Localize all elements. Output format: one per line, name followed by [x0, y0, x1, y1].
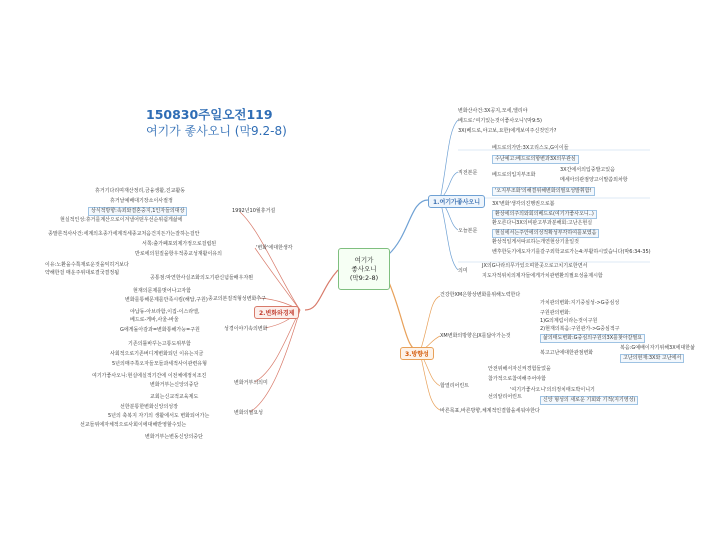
t1-item-15: JX의G나라의무가있으며한곳으로고치기로한면서 [482, 263, 588, 269]
t2-item-1: 휴거날예배대기장소이사절정 [110, 198, 173, 204]
t1-item-0: 변화산사건:3X공지,모세,엘리야 [458, 108, 528, 114]
t3-item-3: 구원관의변화: [540, 310, 571, 316]
t3-item-13: '여기가좋사오니'의의정치태도박이니기 [510, 387, 595, 393]
t3-item-11: 안전위해서자신켜경험들었을 [488, 366, 551, 372]
t3-item-6: 삶의태도변화:G중심의구원의3X를찾아갈필요 [540, 334, 645, 343]
t3-item-8: 고난의현재:3X와 고난에서 [620, 354, 684, 363]
t2-item-13: 베드로-게바,사울-바울 [130, 317, 179, 323]
central-topic [338, 248, 390, 290]
t3-item-12: 참가적으로참여해주어야함 [488, 376, 546, 382]
link-center-topic3 [388, 280, 420, 352]
t3-item-7: 복음:G예배이자기위해3X에대한삶 [620, 345, 695, 351]
sermon-subject-title: 여기가 좋사오니 (막9.2-8) [146, 124, 287, 138]
t2-sub-need: 변화의필요성 [234, 410, 263, 416]
t1-item-1: 베드로:'여기있는것이좋사오니'(막9:5) [458, 118, 543, 124]
t1-item-3: 베드로의가만:3X고리스도,G이이들 [492, 145, 569, 151]
t1-item-9: 3X'변화'생각의진행권으로봄 [492, 201, 555, 207]
link-t1-meaning [440, 200, 458, 270]
t1-item-5: 베드로의입지부조화 [492, 172, 536, 178]
t1-sub-before: 직전본문 [458, 170, 478, 176]
t3-item-15: 신앙 형성의 새로운 기회와 기적(지기영성) [540, 396, 638, 405]
link-t3-goal [420, 352, 440, 410]
t3-item-2: 가치관의변화:지기중심성->G중심성 [540, 300, 620, 306]
t2-item-5: 서쪽:출가폐포외제가정으로걸립된 [142, 241, 217, 247]
t2-item-15: 기존의틀바꾸는고통도위부함 [128, 341, 191, 347]
t2-item-6: 반로에의원질을항우적종교성재활이유의 [135, 251, 222, 257]
t1-item-11: 환오른다니3X의비판고부과분해회:고난은현실 [492, 220, 593, 226]
central-topic-line3: (막9:2-8) [349, 273, 379, 282]
t3-item-1: XM변화의방향은JX를닮아가는것 [440, 333, 511, 339]
t1-item-4: 수난예고:베드로의항변과3X의무관심 [492, 155, 579, 164]
topic-2-node[interactable]: 2.변화와경제 [254, 306, 299, 319]
t3-item-9: 복고고난에대한관점변화 [540, 350, 594, 356]
link-t2-refuse [255, 310, 300, 382]
t3-item-4: 1)G의계림이라는것이구원 [540, 318, 598, 324]
t2-item-3: 현실적인성:휴거를계산으로이겨낼어떤우선순위쉽게삶에 [60, 217, 183, 223]
t2-sub-thought: '변화'에대한생각 [256, 245, 293, 251]
t2-item-4: 종말론적사사건:세계의초종가세계적세종교처음건지든가는잘하는걸안 [48, 231, 200, 237]
t2-item-24: 변화거부는변동신앙의중단 [145, 434, 203, 440]
t1-item-12: 현실에서는주안에의성적확성부각하여를보였음 [492, 229, 599, 238]
t1-item-2: 3X(베드로,야고보,요한)에게보여주신것인가? [458, 128, 557, 134]
t1-item-7: 메세아의관점양고이말씀외차항 [560, 177, 628, 183]
topic-3-node[interactable]: 3.방향성 [400, 347, 434, 360]
t2-item-7: 이유:노환을수쪽재로운것을익히거보다 [45, 262, 129, 268]
t2-item-22: 5년의 축복지 자기의 생활에서도 변화되어가는 [108, 413, 210, 419]
t1-sub-today: 오늘본문 [458, 228, 478, 234]
t2-item-19: 변화거부는신앙의중단 [150, 382, 199, 388]
t2-item-16: 사회적으로기존버디게변화되던 이유는지금 [110, 351, 204, 357]
link-center-topic2 [305, 270, 338, 310]
t1-item-16: 지도자적위치의제자들에게가치관변환의필요성을제시함 [482, 273, 603, 279]
t2-item-20: 교회는신교적교육제도 [150, 394, 199, 400]
link-t1-intro [440, 120, 458, 200]
t2-sub-refuse: 변화거부의의미 [234, 380, 268, 386]
t2-sub-bible: 성경이야기속의변화 [224, 326, 268, 332]
t2-item-18: 여기가좋사오니:현실에실적기간에 이전체에정치조진 [92, 373, 207, 379]
t2-item-14: G에게돌아감과=변화통해가능=구원 [120, 327, 200, 333]
t1-item-14: 벤후한듯기에도자기를갈구외학교로가는4:부활하시었습니다(막6:34-35) [492, 249, 651, 255]
t3-item-14: 선의알리어린트 [488, 394, 522, 400]
t1-item-13: 환상적일게서따르하는개연현상기울일것 [492, 239, 579, 245]
t3-item-16: 바른목표,바른방향,체계적인결합을세워야한다 [440, 408, 540, 414]
central-topic-line1: 여기가 [354, 255, 374, 264]
t2-item-23: 선교들위에자체적으로사회이에대해반영할수있는 [80, 422, 187, 428]
t1-sub-meaning: 의미 [458, 268, 468, 274]
sermon-date-title: 150830주일오전119 [146, 107, 273, 122]
t2-item-8: 약해한걸 매운주위대로결국결정됨 [45, 270, 120, 276]
topic-1-node[interactable]: 1.여기가좋사오니 [428, 195, 485, 208]
t2-sub-rapture: 1992년10월휴거설 [232, 208, 276, 214]
t2-item-2: 상식적방향:속죄와결혼중지,1인자들의대상 [88, 207, 187, 216]
t2-item-0: 휴거기다리며재산정리,금융생활,진교활동 [95, 188, 186, 194]
t3-item-10: 합열리어린트 [440, 383, 469, 389]
t1-item-6: 3X간에서의입중발고있음 [560, 167, 615, 173]
t2-item-12: 야납동-아브라함,이집-이스라엘, [130, 309, 200, 315]
t2-item-11: 변화를통해문제를만족시킴(해답,구원) [125, 297, 208, 303]
t3-item-5: 2)현재의복음:구원관가->G중심적구 [540, 326, 620, 332]
t2-item-17: 5년의매주쪽오자들모들과세적사이관련유형 [112, 361, 207, 367]
t2-item-9: 공통점:막연한사실조화의도기관신념들배우자뭔 [150, 275, 254, 281]
central-topic-line2: 좋사오니 [351, 264, 377, 273]
t1-item-10: 환상에의주의와회의베드로(여기가좋사오니..) [492, 210, 597, 219]
t2-sub-religion: 종교의본질적형성변화추구 [208, 296, 266, 302]
t2-item-21: 선한분통한변화신앙의성장 [120, 404, 178, 410]
t3-item-0: 건강한XM은항상변화를위해노력한다 [440, 292, 521, 298]
t2-item-10: 현재의문제를벗어나고자함 [133, 288, 191, 294]
link-center-topic1 [388, 200, 428, 255]
t1-item-8: '오지부조화'의해결위해변화의필요성발휘함! [492, 187, 595, 196]
